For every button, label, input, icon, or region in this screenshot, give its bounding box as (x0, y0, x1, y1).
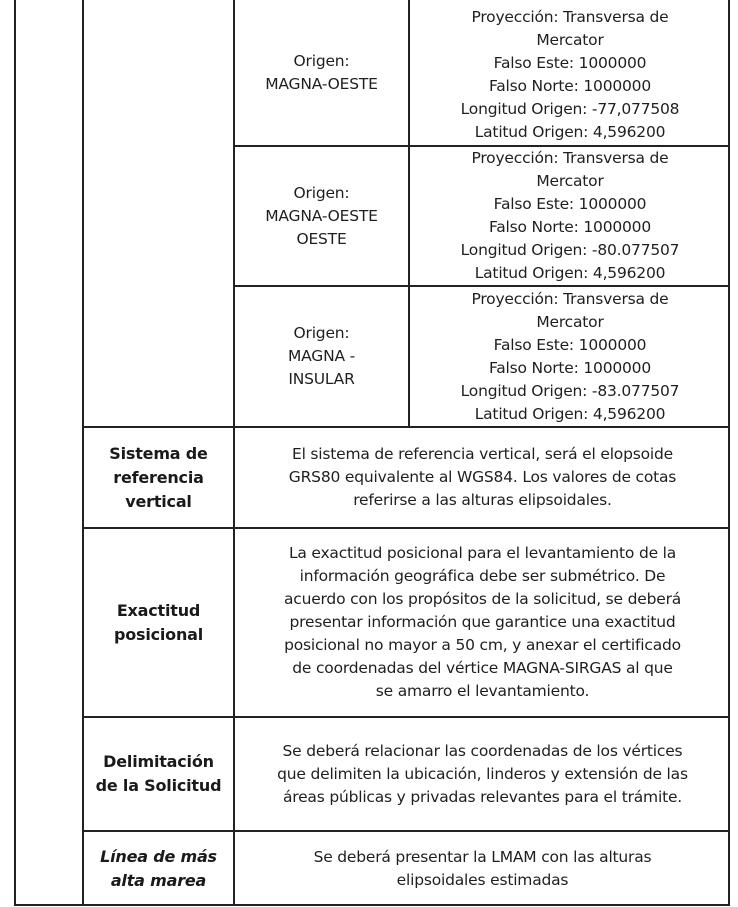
row-label-positional-accuracy: Exactitud posicional (113, 600, 204, 644)
projection-line: Proyección: Transversa de (471, 7, 669, 26)
row-label-vertical-reference: Sistema de referencia vertical (109, 443, 208, 511)
origin-latitude-line: Latitud Origen: 4,596200 (474, 264, 666, 282)
false-east-line: Falso Este: 1000000 (493, 195, 647, 213)
projection-line: Proyección: Transversa de (471, 289, 669, 308)
projection-parameters-cell (410, 287, 730, 426)
origin-name-cell: Origen: MAGNA-OESTE (265, 51, 378, 93)
origin-name-cell: Origen: MAGNA - INSULAR (287, 324, 356, 388)
row-text-high-tide-line: Se deberá presentar la LMAM con las alturas elipsoidales estimadas (313, 848, 652, 889)
projection-line: Mercator (536, 30, 604, 49)
origin-latitude-line: Latitud Origen: 4,596200 (474, 404, 666, 423)
false-north-line: Falso Norte: 1000000 (488, 218, 651, 236)
origin-longitude-line: Longitud Origen: -80.077507 (460, 241, 680, 259)
row-text-request-delimitation: Se deberá relacionar las coordenadas de los vértices que delimiten la ubicación, linderos y extensión de las áreas públicas y privadas relevantes para el trámite. (277, 741, 688, 806)
false-north-line: Falso Norte: 1000000 (488, 76, 651, 95)
projection-parameters-cell (410, 4, 730, 145)
origin-longitude-line: Longitud Origen: -77,077508 (460, 99, 680, 118)
false-east-line: Falso Este: 1000000 (493, 53, 647, 72)
row-text-vertical-reference: El sistema de referencia vertical, será el elopsoide GRS80 equivalente al WGS84. Los valores de cotas referirse a las alturas elipsoidales. (288, 445, 677, 509)
origin-longitude-line: Longitud Origen: -83.077507 (460, 381, 680, 400)
origin-name-cell: Origen: MAGNA-OESTE OESTE (265, 183, 378, 248)
projection-line: Proyección: Transversa de (471, 149, 669, 167)
projection-line: Mercator (536, 172, 604, 190)
row-text-positional-accuracy: La exactitud posicional para el levantamiento de la información geográfica debe ser submétrico. De acuerdo con los propósitos de la solicitud, se deberá presentar información que garantice una exactitud posicional no mayor a 50 cm, y anexar el certificado de coordenadas del vértice MAGNA-SIRGAS al que se amarro el levantamiento. (283, 544, 682, 700)
false-east-line: Falso Este: 1000000 (493, 335, 647, 354)
projection-parameters-cell (410, 147, 730, 285)
false-north-line: Falso Norte: 1000000 (488, 358, 651, 377)
origin-latitude-line: Latitud Origen: 4,596200 (474, 122, 666, 141)
row-label-request-delimitation: Delimitación de la Solicitud (95, 752, 222, 795)
projection-line: Mercator (536, 312, 604, 331)
row-label-high-tide-line: Línea de más alta marea (100, 847, 217, 890)
